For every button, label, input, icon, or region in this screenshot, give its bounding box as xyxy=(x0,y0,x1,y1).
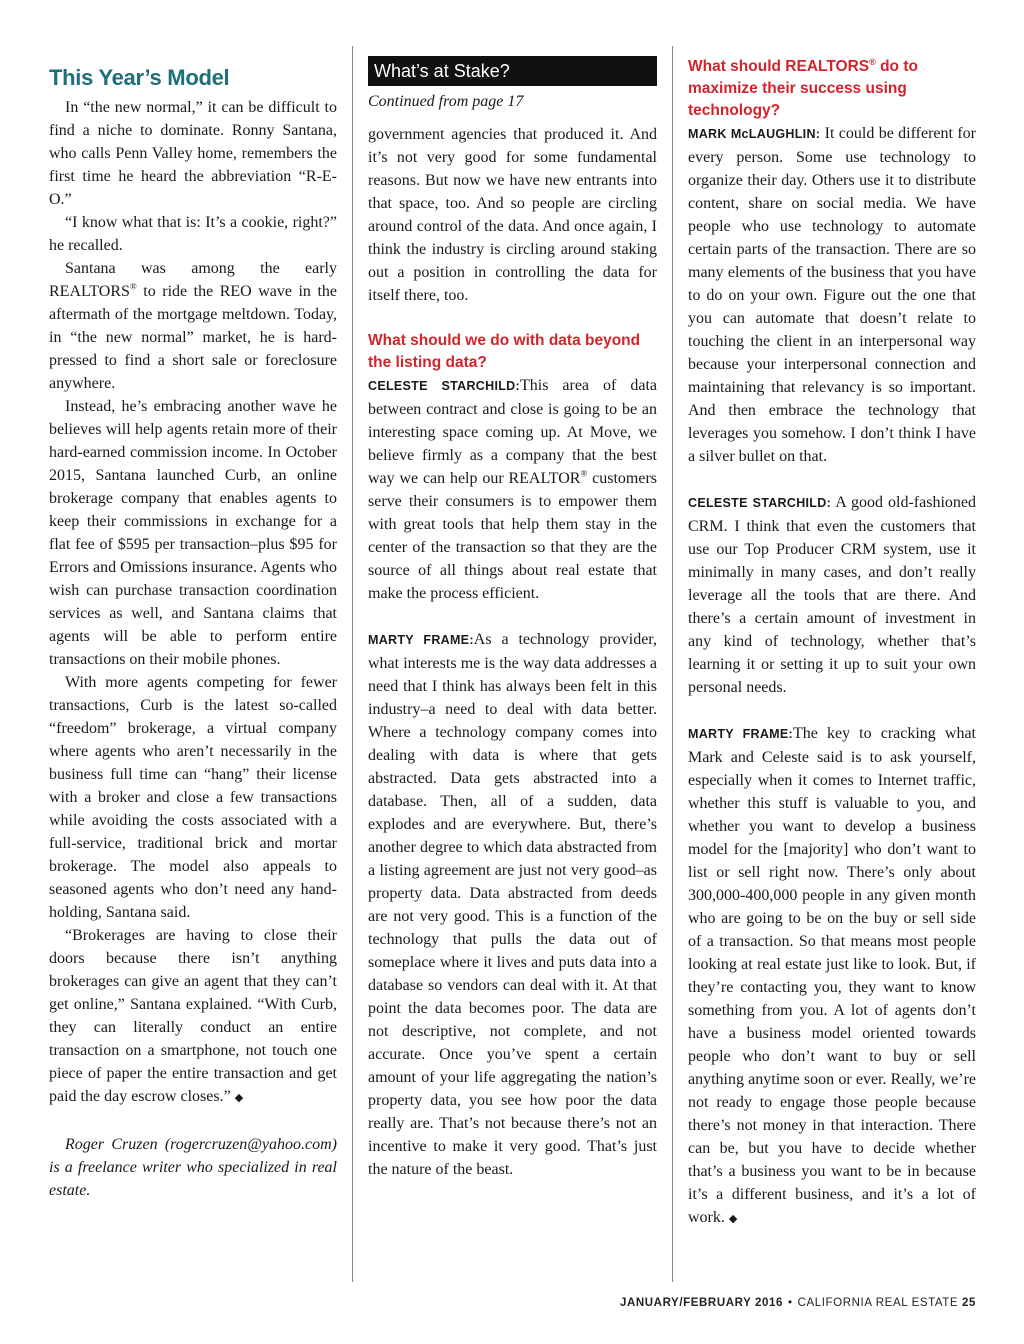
continued-note: Continued from page 17 xyxy=(368,93,524,110)
speaker-name: CELESTE STARCHILD: xyxy=(368,379,520,393)
body-paragraph: “I know what that is: It’s a cookie, right?” he recalled. xyxy=(49,214,337,254)
body-paragraph: Instead, he’s embracing another wave he believes will help agents retain more of their hard-earned commission income. In October 2015, Santana launched Curb, an online brokerage company that enables agents to keep their commissions in exchange for a flat fee of $595 per transaction–plus $95 for Errors and Omissions insurance. Agents who wish can purchase transaction coordination services as well, and Santana claims that agents will be able to perform entire transactions on their mobile phones. xyxy=(49,398,337,668)
body-paragraph: Santana was among the early REALTORS® to ride the REO wave in the aftermath of the mortgage meltdown. Today, in “the new normal” market, he is hard-pressed to find a short sale or foreclosure anywhere. xyxy=(49,260,337,392)
spacer xyxy=(368,307,657,330)
answer-text: As a technology provider, what interests me is the way data addresses a need that I think has always been felt in this industry–a need to deal with data better. Where a technology company comes into dealing with data is where that gets abstracted. Data gets abstracted into a database. Then, all of a sudden, data explodes and are everywhere. But, there’s another degree to which data abstracted from a listing agreement are just not very good–as property data. Data abstracted from deeds are not very good. This is a function of the technology that pulls the data out of someplace where it lives and puts data into a database so vendors can deal with it. At that point the data becomes poor. The data are not descriptive, not complete, and not accurate. Once you’ve spent a certain amount of your life aggregating the nation’s property data, you see how poor the data really are. That’s not because there’s not an incentive to make it very good. That’s just the nature of the beast. xyxy=(368,631,657,1178)
answer-text: It could be different for every person. Some use technology to organize their day. Others use it to distribute content, share on social media. We have people who use technology to automate certain parts of the transaction. There are so many elements of the business that you have to do on your own. Figure out the one that you can automate that doesn’t relate to touching the client in an interpersonal way because your interpersonal connection and maintaining that relevancy is so important. And then embrace the technology that leverages you somehow. I don’t think I have a silver bullet on that. xyxy=(688,125,976,465)
spacer xyxy=(688,699,976,722)
body-paragraph: government agencies that produced it. And it’s not very good for some fundamental reasons. But now we have new entrants into that space, too. And so people are circling around control of the data. And once again, I think the industry is circling around staking out a position in controlling the data for itself there, too. xyxy=(368,126,657,304)
body-paragraph: In “the new normal,” it can be difficult to find a niche to dominate. Ronny Santana, who calls Penn Valley home, remembers the first time he heard the abbreviation “R-E-O.” xyxy=(49,99,337,208)
speaker-name: MARTY FRAME: xyxy=(688,727,793,741)
paragraph-text: “Brokerages are having to close their doors because there isn’t anything brokerages can give an agent that they can’t get online,” Santana explained. “With Curb, they can literally conduct an entire transaction on a smartphone, not touch one piece of paper the entire transaction and get paid the day escrow closes.” xyxy=(49,927,337,1105)
column-divider-left xyxy=(352,46,353,1282)
end-mark-icon: ◆ xyxy=(234,1092,244,1104)
body-paragraph xyxy=(49,924,337,1110)
section-title-bar: What’s at Stake? xyxy=(368,56,657,86)
answer-text: This area of data between contract and close is going to be an interesting space coming up. At Move, we believe firmly as a company that the best way we can help our REALTOR® customers serve their consumers is to empower them with great tools that help them stay in the center of the transaction so that they are the source of all things about real estate that make the process efficient. xyxy=(368,377,657,602)
answer-text: A good old-fashioned CRM. I think that even the customers that use our Top Producer CRM system, use it minimally in many cases, and don’t really leverage all the tools that are there. And there’s a certain amount of investment in any kind of technology, whether that’s learning it or setting it up to suit your own personal needs. xyxy=(688,494,976,696)
interview-answer xyxy=(688,491,976,699)
interview-answer xyxy=(688,722,976,1231)
spacer xyxy=(688,468,976,491)
speaker-name: MARTY FRAME: xyxy=(368,633,474,647)
interview-answer xyxy=(368,374,657,605)
answer-text: The key to cracking what Mark and Celeste said is to ask yourself, especially when it comes to Internet traffic, whether this stuff is valuable to you, and whether you want to develop a business model for the [majority] who don’t want to list or sell right now. There’s only about 300,000-400,000 people in any given month who are going to be on the buy or sell side of a transaction. So that means most people looking at real estate just like to look. But, if they’re contacting you, they want to know something from you. A lot of agents don’t have a business model oriented towards people who don’t want to buy or sell anything anytime soon or ever. Really, we’re not ready to engage those people because there’s not money in that interaction. There can be, but you have to decide whether that’s a business you want to be in because it’s a different business, and it’s a lot of work. xyxy=(688,725,977,1226)
article-column-2 xyxy=(368,56,657,1181)
page-number: 25 xyxy=(962,1297,976,1309)
column-divider-right xyxy=(672,46,673,1282)
spacer xyxy=(49,1110,337,1133)
separator: • xyxy=(787,1297,793,1309)
speaker-name: MARK McLAUGHLIN: xyxy=(688,127,821,141)
author-byline: Roger Cruzen (rogercruzen@yahoo.com) is a freelance writer who specialized in real estate. xyxy=(49,1136,337,1199)
interview-answer xyxy=(368,628,657,1181)
spacer xyxy=(368,605,657,628)
article-column-3 xyxy=(688,56,976,1231)
page-footer xyxy=(620,1297,976,1309)
interview-question: What should REALTORS® do to maximize their success using technology? xyxy=(688,56,918,119)
interview-answer xyxy=(688,122,976,468)
publication-name: CALIFORNIA REAL ESTATE xyxy=(797,1297,959,1309)
speaker-name: CELESTE STARCHILD: xyxy=(688,496,832,510)
article-column-1 xyxy=(49,56,337,1202)
end-mark-icon: ◆ xyxy=(728,1213,738,1225)
interview-question: What should we do with data beyond the listing data? xyxy=(368,332,641,371)
body-paragraph: With more agents competing for fewer transactions, Curb is the latest so-called “freedom” brokerage, a virtual company where agents who aren’t necessarily in the business full time can “hang” their license with a broker and close a few transactions while avoiding the costs associated with a full-service, traditional brick and mortar brokerage. The model also appeals to seasoned agents who don’t need any hand-holding, Santana said. xyxy=(49,674,337,921)
section-heading: This Year’s Model xyxy=(49,65,230,90)
issue-date: JANUARY/FEBRUARY 2016 xyxy=(619,1297,783,1309)
